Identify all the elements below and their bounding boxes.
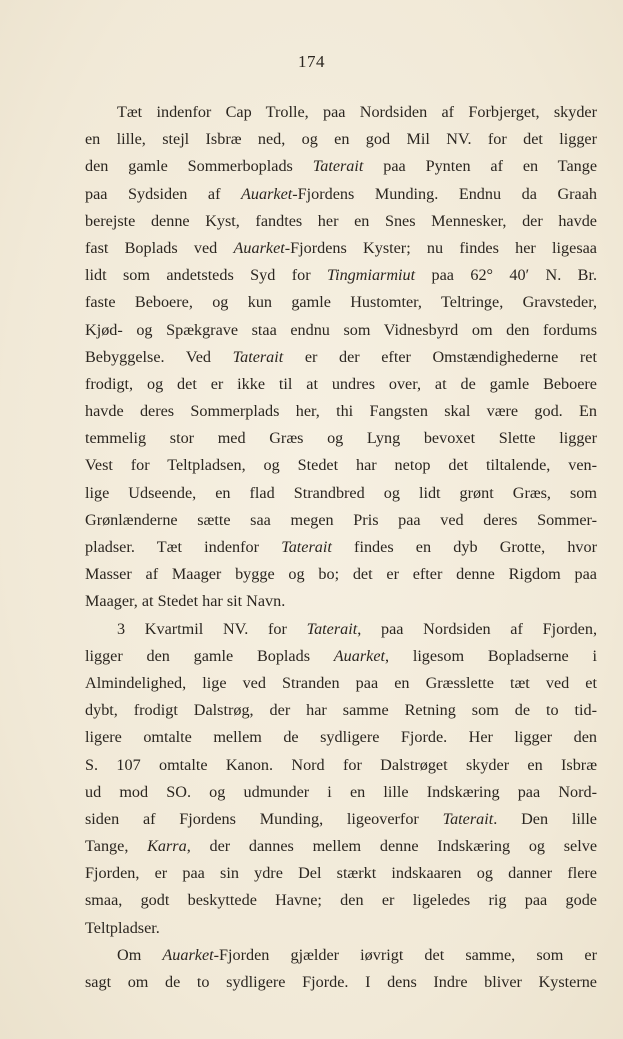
italic-place-name: Taterait bbox=[312, 157, 364, 176]
text-line bbox=[85, 942, 597, 969]
text-line bbox=[85, 752, 597, 779]
text-line bbox=[85, 317, 597, 344]
text-line bbox=[85, 99, 597, 126]
text-segment: en lille, stejl Isbræ ned, og en god Mil NV. for det ligger bbox=[85, 130, 597, 149]
text-segment: Om bbox=[117, 945, 163, 964]
body-text bbox=[85, 99, 597, 996]
text-line bbox=[85, 181, 597, 208]
italic-place-name: Auarket bbox=[333, 646, 386, 665]
text-segment: dybt, frodigt Dalstrøg, der har samme Retning som de to tid- bbox=[85, 701, 597, 720]
text-line bbox=[85, 806, 597, 833]
text-line bbox=[85, 616, 597, 643]
italic-place-name: Taterait bbox=[281, 538, 332, 556]
text-line bbox=[85, 425, 597, 452]
text-segment: Teltpladser. bbox=[85, 918, 160, 937]
page-number: 174 bbox=[298, 52, 325, 71]
text-segment: lidt som andetsteds Syd for bbox=[85, 266, 327, 285]
text-line bbox=[85, 534, 597, 561]
text-segment: paa Sydsiden af bbox=[85, 184, 242, 203]
italic-place-name: Auarket bbox=[241, 184, 293, 203]
text-segment: Vest for Teltpladsen, og Stedet har netop det tiltalende, ven- bbox=[85, 456, 597, 475]
text-segment: er der efter Omstændighederne ret bbox=[283, 347, 597, 366]
text-segment: havde deres Sommerplads her, thi Fangsten skal være god. En bbox=[85, 402, 597, 421]
text-segment: Tæt indenfor Cap Trolle, paa Nordsiden af Forbjerget, skyder bbox=[117, 103, 597, 121]
text-line bbox=[85, 507, 597, 534]
text-segment: sagt om de to sydligere Fjorde. I dens Indre bliver Kysterne bbox=[85, 973, 597, 991]
text-line bbox=[85, 724, 597, 751]
text-segment: ligere omtalte mellem de sydligere Fjorde. Her ligger den bbox=[85, 728, 597, 747]
italic-place-name: Taterait bbox=[306, 619, 358, 638]
text-segment: 3 Kvartmil NV. for bbox=[117, 619, 307, 638]
text-segment: Masser af Maager bygge og bo; det er efter denne Rigdom paa bbox=[85, 565, 597, 584]
text-line bbox=[85, 860, 597, 887]
text-segment: -Fjordens Munding. Endnu da Graah bbox=[292, 184, 597, 203]
text-segment: pladser. Tæt indenfor bbox=[85, 538, 282, 556]
text-line bbox=[85, 208, 597, 235]
text-segment: ligger den gamle Boplads bbox=[85, 646, 334, 665]
text-line bbox=[85, 452, 597, 479]
text-segment: Bebyggelse. Ved bbox=[85, 347, 233, 366]
text-line bbox=[85, 126, 597, 153]
text-segment: -Fjordens Kyster; nu findes her ligesaa bbox=[284, 238, 597, 257]
text-segment: fast Boplads ved bbox=[85, 238, 234, 257]
text-segment: -Fjorden gjælder iøvrigt det samme, som er bbox=[213, 945, 597, 964]
text-segment: Tange, bbox=[85, 837, 148, 856]
text-segment: , der dannes mellem denne Indskæring og selve bbox=[186, 837, 597, 856]
text-line bbox=[85, 969, 597, 996]
text-segment: lige Udseende, en flad Strandbred og lidt grønt Græs, som bbox=[85, 483, 597, 502]
text-segment: frodigt, og det er ikke til at undres over, at de gamle Beboere bbox=[85, 374, 597, 393]
text-line bbox=[85, 344, 597, 371]
text-segment: faste Beboere, og kun gamle Hustomter, Teltringe, Gravsteder, bbox=[85, 293, 597, 312]
text-line bbox=[85, 915, 597, 942]
text-line bbox=[85, 235, 597, 262]
text-line bbox=[85, 371, 597, 398]
text-segment: den gamle Sommerboplads bbox=[85, 157, 313, 176]
text-segment: smaa, godt beskyttede Havne; den er ligeledes rig paa gode bbox=[85, 891, 597, 910]
text-segment: Almindelighed, lige ved Stranden paa en Græsslette tæt ved et bbox=[85, 673, 597, 692]
text-line bbox=[85, 643, 597, 670]
text-line bbox=[85, 289, 597, 316]
italic-place-name: Karra bbox=[147, 837, 187, 856]
text-line bbox=[85, 398, 597, 425]
text-segment: paa 62° 40′ N. Br. bbox=[415, 266, 597, 285]
text-line bbox=[85, 670, 597, 697]
italic-place-name: Taterait bbox=[232, 347, 284, 366]
italic-place-name: Taterait bbox=[442, 809, 494, 828]
text-line bbox=[85, 153, 597, 180]
text-line bbox=[85, 588, 597, 615]
text-segment: findes en dyb Grotte, hvor bbox=[331, 538, 597, 556]
text-segment: Kjød- og Spækgrave staa endnu som Vidnesbyrd om den fordums bbox=[85, 320, 597, 339]
text-line bbox=[85, 887, 597, 914]
text-segment: Grønlænderne sætte saa megen Pris paa ved deres Sommer- bbox=[85, 510, 597, 529]
text-line bbox=[85, 480, 597, 507]
text-segment: ud mod SO. og udmunder i en lille Indskæring paa Nord- bbox=[85, 782, 597, 801]
text-segment: . Den lille bbox=[493, 809, 597, 828]
text-segment: temmelig stor med Græs og Lyng bevoxet Slette ligger bbox=[85, 429, 597, 448]
text-segment: Fjorden, er paa sin ydre Del stærkt indskaaren og danner flere bbox=[85, 864, 597, 883]
text-line bbox=[85, 262, 597, 289]
italic-place-name: Auarket bbox=[233, 238, 285, 257]
text-line bbox=[85, 561, 597, 588]
text-line bbox=[85, 833, 597, 860]
italic-place-name: Tingmiarmiut bbox=[326, 266, 416, 285]
text-line bbox=[85, 697, 597, 724]
text-segment: berejste denne Kyst, fandtes her en Snes Mennesker, der havde bbox=[85, 211, 597, 230]
text-segment: paa Pynten af en Tange bbox=[363, 157, 597, 176]
italic-place-name: Auarket bbox=[162, 945, 214, 964]
text-segment: , ligesom Bopladserne i bbox=[385, 646, 597, 665]
text-line bbox=[85, 779, 597, 806]
text-segment: siden af Fjordens Munding, ligeoverfor bbox=[85, 809, 443, 828]
text-segment: , paa Nordsiden af Fjorden, bbox=[357, 619, 597, 638]
text-segment: S. 107 omtalte Kanon. Nord for Dalstrøget skyder en Isbræ bbox=[85, 755, 597, 774]
text-segment: Maager, at Stedet har sit Navn. bbox=[85, 592, 286, 611]
